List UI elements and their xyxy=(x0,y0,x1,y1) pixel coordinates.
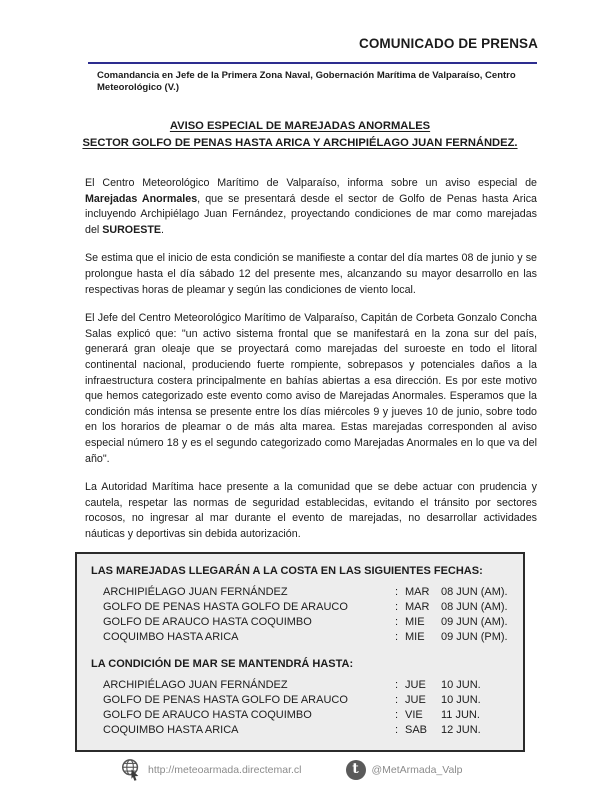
schedule-date: 12 JUN. xyxy=(441,724,481,737)
press-release-title: COMUNICADO DE PRENSA xyxy=(358,36,538,51)
schedule-location: COQUIMBO HASTA ARICA xyxy=(103,724,239,737)
schedule-colon: : xyxy=(395,679,399,692)
paragraph-quote: El Jefe del Centro Meteorológico Marítimo de Valparaíso, Capitán de Corbeta Gonzalo Concha Salas explicó que: "un activo sistema frontal que se manifestará en la zona sur del país, generará gran oleaje que se proyectará como marejadas del suroeste en todo el litoral continental nacional, produciendo fuerte rompiente, sobrepasos y potenciales daños a la infraestructura costera principalmente en bahías abiertas a esa dirección. Es por este motivo que hemos categorizado este evento como aviso de Marejadas Anormales. Esperamos que la condición más intensa se presente entre los días miércoles 9 y jueves 10 de junio, sobre todo en los horarios de pleamar o de más alta marea. Estas marejadas corresponden al aviso especial número 18 y es el segundo categorizado como Marejadas Anormales en lo que va del año". xyxy=(85,312,537,465)
hold-schedule-list xyxy=(91,678,513,738)
schedule-colon: : xyxy=(395,694,399,707)
schedule-colon: : xyxy=(395,601,399,614)
hold-schedule-title: LA CONDICIÓN DE MAR SE MANTENDRÁ HASTA: xyxy=(91,658,354,671)
footer xyxy=(120,758,600,782)
schedule-date: 08 JUN (AM). xyxy=(441,586,508,599)
bold-marejadas-anormales: Marejadas Anormales xyxy=(85,192,198,205)
schedule-row xyxy=(103,678,513,693)
schedule-day: MIE xyxy=(405,616,425,629)
schedule-day: MAR xyxy=(405,601,430,614)
website-link[interactable]: http://meteoarmada.directemar.cl xyxy=(148,764,302,777)
header-divider xyxy=(88,62,537,64)
schedule-location: GOLFO DE ARAUCO HASTA COQUIMBO xyxy=(103,709,312,722)
bold-suroeste: SUROESTE xyxy=(102,223,162,236)
paragraph-intro xyxy=(85,176,537,238)
schedule-box xyxy=(75,552,525,752)
schedule-row xyxy=(103,693,513,708)
schedule-date: 09 JUN (PM). xyxy=(441,631,508,644)
schedule-row xyxy=(103,615,513,630)
arrival-schedule-list xyxy=(91,585,513,645)
notice-title-line1: AVISO ESPECIAL DE MAREJADAS ANORMALES xyxy=(169,120,431,132)
paragraph-dates: Se estima que el inicio de esta condición se manifieste a contar del día martes 08 de junio y se prolongue hasta el día sábado 12 del presente mes, alcanzando su mayor desarrollo en las respectivas horas de pleamar y según las condiciones de viento local. xyxy=(85,252,537,296)
schedule-row xyxy=(103,708,513,723)
schedule-date: 10 JUN. xyxy=(441,694,481,707)
schedule-location: GOLFO DE ARAUCO HASTA COQUIMBO xyxy=(103,616,312,629)
schedule-date: 08 JUN (AM). xyxy=(441,601,508,614)
schedule-day: JUE xyxy=(405,679,426,692)
schedule-date: 11 JUN. xyxy=(441,709,480,722)
schedule-row xyxy=(103,600,513,615)
paragraph-intro-end: . xyxy=(161,223,165,236)
notice-title-line2: SECTOR GOLFO DE PENAS HASTA ARICA Y ARCHIPIÉLAGO JUAN FERNÁNDEZ. xyxy=(82,136,518,149)
schedule-row xyxy=(103,630,513,645)
schedule-location: ARCHIPIÉLAGO JUAN FERNÁNDEZ xyxy=(103,586,288,599)
schedule-day: JUE xyxy=(405,694,426,707)
schedule-day: MAR xyxy=(405,586,430,599)
schedule-day: MIE xyxy=(405,631,425,644)
schedule-row xyxy=(103,723,513,738)
organization-name: Comandancia en Jefe de la Primera Zona Naval, Gobernación Marítima de Valparaíso, Centro Meteorológico (V.) xyxy=(97,70,516,93)
schedule-colon: : xyxy=(395,631,399,644)
schedule-location: ARCHIPIÉLAGO JUAN FERNÁNDEZ xyxy=(103,679,288,692)
schedule-colon: : xyxy=(395,586,399,599)
schedule-date: 09 JUN (AM). xyxy=(441,616,508,629)
globe-cursor-icon xyxy=(120,758,142,782)
schedule-day: SAB xyxy=(405,724,428,737)
paragraph-warning: La Autoridad Marítima hace presente a la comunidad que se debe actuar con prudencia y cautela, respetar las normas de seguridad establecidas, evitando el tránsito por sectores rocosos, no ingresar al mar durante el evento de marejadas, no desarrollar actividades náuticas y deportivas sin debida autorización. xyxy=(85,481,537,540)
schedule-row xyxy=(103,585,513,600)
schedule-date: 10 JUN. xyxy=(441,679,481,692)
notice-title xyxy=(0,118,600,151)
schedule-day: VIE xyxy=(405,709,423,722)
schedule-location: GOLFO DE PENAS HASTA GOLFO DE ARAUCO xyxy=(103,694,348,707)
schedule-colon: : xyxy=(395,724,399,737)
arrival-schedule-title: LAS MAREJADAS LLEGARÁN A LA COSTA EN LAS SIGUIENTES FECHAS: xyxy=(91,565,483,578)
schedule-colon: : xyxy=(395,616,399,629)
schedule-location: GOLFO DE PENAS HASTA GOLFO DE ARAUCO xyxy=(103,601,348,614)
twitter-handle-link[interactable]: @MetArmada_Valp xyxy=(371,764,463,777)
schedule-colon: : xyxy=(395,709,399,722)
paragraph-intro-text: El Centro Meteorológico Marítimo de Valparaíso, informa sobre un aviso especial de xyxy=(85,177,537,189)
schedule-location: COQUIMBO HASTA ARICA xyxy=(103,631,239,644)
twitter-icon: t xyxy=(346,760,366,780)
paragraph-intro-mid: , que se presentará desde el sector de Golfo de Penas hasta Arica incluyendo Archipiélago Juan Fernández, proyectando condiciones de mar como marejadas del xyxy=(85,192,537,236)
